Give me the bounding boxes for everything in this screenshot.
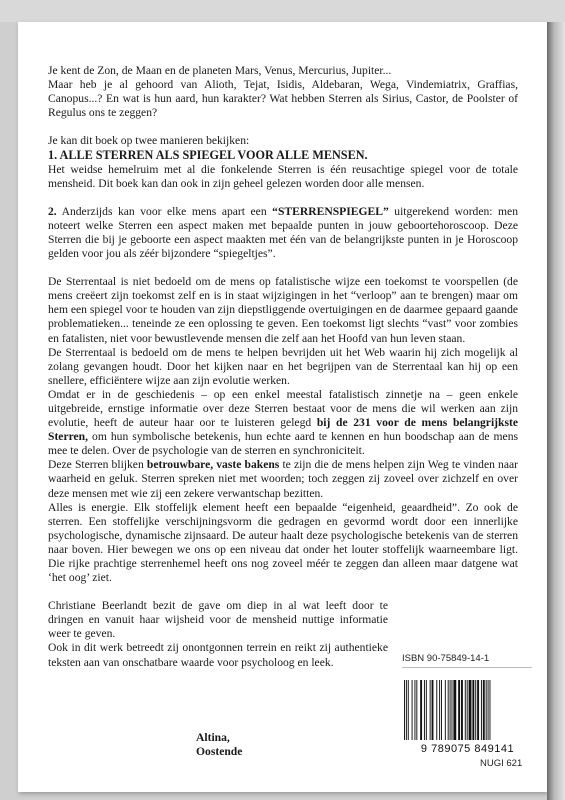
section2-pre: Anderzijds kan voor elke mens apart een	[56, 204, 273, 218]
publisher-name: Altina,	[196, 731, 230, 744]
section1-lead: Je kan dit boek op twee manieren bekijken:	[48, 134, 250, 148]
publisher-city: Oostende	[196, 745, 243, 758]
section2-paragraph	[48, 205, 518, 261]
body-p4-bold: betrouwbare, vaste bakens	[146, 458, 280, 472]
section2-number: 2.	[48, 204, 57, 218]
background-top	[0, 0, 565, 22]
intro-line-1: Je kent de Zon, de Maan en de planeten Mars, Venus, Mercurius, Jupiter...	[48, 64, 392, 77]
section2-post: uitgerekend worden: men noteert welke Sterren een aspect maken met bepaalde punten in jouw geboortehoroscoop. Deze Sterren die bij je geboorte een aspect maakten met één van de belangrijkste punten in je Horoscoop gelden voor jou als zéér bijzondere “spiegeltjes”.	[48, 204, 519, 261]
barcode-image	[400, 680, 535, 740]
author-paragraph-2: Ook in dit werk betreedt zij onontgonnen terrein en reikt zij authentieke teksten aan van onschatbare waarde voor psycholoog en leek.	[48, 641, 388, 669]
author-paragraph-1: Christiane Beerlandt bezit de gave om diep in al wat leeft door te dringen en vanuit haar wijsheid voor de mensheid nuttige informatie weer te geven.	[48, 599, 388, 641]
body-paragraph-3	[48, 388, 518, 458]
section2-bold: “STERRENSPIEGEL”	[272, 204, 389, 218]
body-p3-pre: Omdat er in de geschiedenis – op een enkel meestal fatalistisch zinnetje na – geen enkele uitgebreide, ernstige informatie over deze Sterren bestaat voor de mens die wil werken aan zijn evolutie, heeft de auteur haar oor te luisteren gelegd	[48, 387, 518, 430]
body-paragraph-1: De Sterrentaal is niet bedoeld om de mens op fatalistische wijze een toekomst te voorspellen (de mens creëert zijn toekomst zelf en is in staat wijzigingen in het “verloop” aan te brengen) maar om hem een spiegel voor te houden van zijn diepstliggende overtuigingen en de daarmee gepaard gaande problematieken... teneinde ze een oplossing te geven. Een toekomst ligt slechts “vast” voor zombies en fatalisten, niet voor bewustlevende mensen die zelf aan het Hoofd van hun leven staan.	[48, 275, 519, 345]
barcode-digits: 9 789075 849141	[420, 743, 515, 755]
body-paragraph-2: De Sterrentaal is bedoeld om de mens te helpen bevrijden uit het Web waarin hij zich mogelijk al zolang gevangen houdt. Door het kijken naar en het begrijpen van de Sterrentaal kan hij op een snellere, efficiëntere wijze aan zijn evolutie werken.	[48, 345, 518, 387]
body-p3-bold: bij de 231 voor de mens belangrijkste Sterren,	[48, 416, 519, 444]
body-p4-post: te zijn die de mens helpen zijn Weg te vinden naar waarheid en geluk. Sterren spreken niet met woorden; toch zeggen zij zoveel over zichzelf en over deze mensen met wie zij een zekere verwantschap bezitten.	[48, 458, 519, 500]
body-p4-pre: Deze Sterren blijken	[48, 458, 147, 472]
body-paragraph-4	[48, 458, 518, 500]
nugi-label: NUGI 621	[480, 758, 523, 769]
publisher-block	[196, 731, 242, 759]
cover-text	[48, 64, 518, 670]
section1-heading: 1. ALLE STERREN ALS SPIEGEL VOOR ALLE MENSEN.	[48, 148, 368, 163]
isbn-label: ISBN 90-75849-14-1	[402, 653, 532, 668]
body-p3-post: om hun symbolische betekenis, hun echte aard te kennen en hun boodschap aan de mens mee te delen. Over de psychologie van de sterren en synchroniciteit.	[48, 430, 518, 458]
section1-body: Het weidse hemelruim met al die fonkelende Sterren is één reusachtige spiegel voor de totale mensheid. Dit boek kan dan ook in zijn geheel gelezen worden door alle mensen.	[48, 162, 518, 190]
book-spine-edge	[547, 22, 565, 800]
body-paragraph-5: Alles is energie. Elk stoffelijk element heeft een bepaalde “eigenheid, geaardheid”. Zo ook de sterren. Een stoffelijke verschijningsvorm die gedragen en gevormd wordt door een innerlijke psychologische, dynamische zijnsaard. De auteur haalt deze psychologische betekenis van de sterren naar boven. Hier bewegen we ons op een niveau dat onder het louter stoffelijk waarneembare ligt. Die rijke prachtige sterrenhemel heeft ons nog zoveel méér te zeggen dan alleen maar datgene wat ‘het oog’ ziet.	[48, 500, 518, 585]
intro-line-2: Maar heb je al gehoord van Alioth, Tejat, Isidis, Aldebaran, Wega, Vindemiatrix, Graffias, Canopus...? En wat is hun aard, hun karakter? Wat hebben Sterren als Sirius, Castor, de Poolster of Regulus ons te zeggen?	[48, 78, 518, 120]
